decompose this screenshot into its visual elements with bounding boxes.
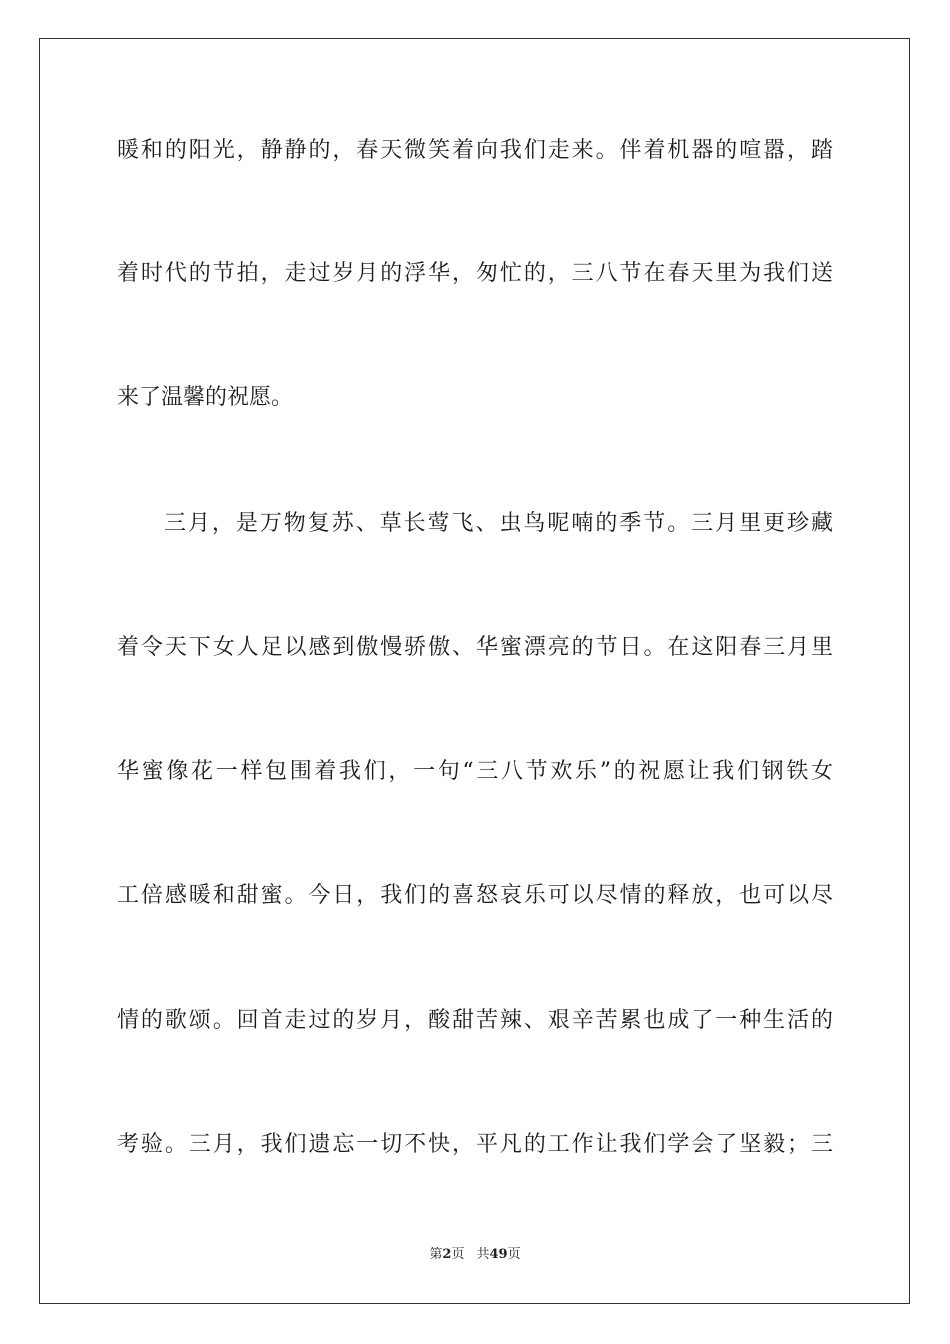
page-prefix: 第 [429,1247,443,1262]
paragraph-2-line-2: 着令天下女人足以感到傲慢骄傲、华蜜漂亮的节日。在这阳春三月里 [117,635,833,660]
page-footer [0,1246,950,1264]
total-prefix: 共 [476,1247,490,1262]
total-suffix: 页 [507,1247,521,1262]
paragraph-1-line-3: 来了温馨的祝愿。 [117,385,294,410]
paragraph-1-line-2: 着时代的节拍，走过岁月的浮华，匆忙的，三八节在春天里为我们送 [117,261,833,286]
paragraph-2-line-1: 三月，是万物复苏、草长莺飞、虫鸟呢喃的季节。三月里更珍藏 [164,511,833,536]
paragraph-2-line-5: 情的歌颂。回首走过的岁月，酸甜苦辣、艰辛苦累也成了一种生活的 [117,1008,833,1033]
paragraph-2-line-6: 考验。三月，我们遗忘一切不快，平凡的工作让我们学会了坚毅；三 [117,1132,833,1157]
paragraph-2-line-3: 华蜜像花一样包围着我们，一句“三八节欢乐”的祝愿让我们钢铁女 [117,759,833,784]
paragraph-2-line-4: 工倍感暖和甜蜜。今日，我们的喜怒哀乐可以尽情的释放，也可以尽 [117,883,833,908]
page-number: 2 [442,1247,452,1262]
paragraph-1-line-1: 暖和的阳光，静静的，春天微笑着向我们走来。伴着机器的喧嚣，踏 [117,138,833,163]
total-pages: 49 [489,1247,508,1262]
page-border [39,38,910,1304]
page-suffix: 页 [451,1247,465,1262]
